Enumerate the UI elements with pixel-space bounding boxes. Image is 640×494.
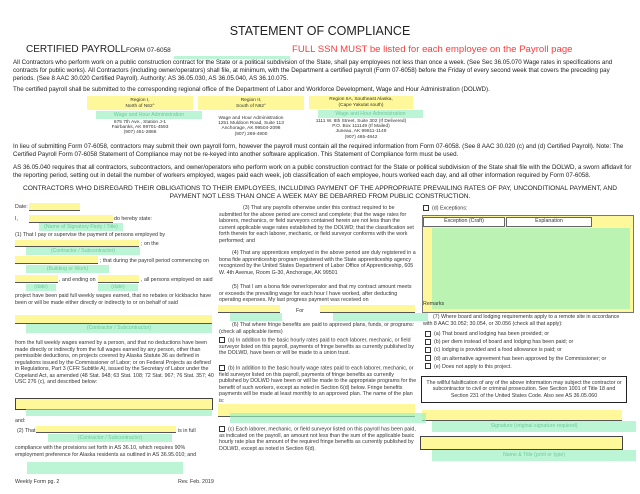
project-text: project have been paid full weekly wages earned, that no rebates or kickbacks have been or will be made either directly or indirectly to or on behalf of said bbox=[15, 293, 212, 306]
region-1-header bbox=[87, 96, 193, 110]
name-title-field[interactable] bbox=[420, 436, 623, 450]
remarks-label: Remarks bbox=[423, 301, 445, 307]
lieu-note: In lieu of submitting Form 07-6058, contractors may submit their own payroll form, however the payroll must contain all the required information from Form 07-6058. (See 8 AAC 30.020 (c) and (d) Certified Payroll). Note: The Certified Payroll Form 07-6058 Statement of Compliance may not be re-keyed into another software application. This Statement of Compliance form must be used. bbox=[13, 143, 624, 159]
compliance-text: compliance with the provisions set forth in AS 36.10, which requires 90% employment preference for Alaska residents as outlined in AS 36.95.010; and bbox=[15, 445, 197, 458]
contractor-field[interactable] bbox=[15, 315, 212, 324]
region-name: Region I, bbox=[130, 98, 150, 103]
debar-warning: CONTRACTORS WHO DISREGARD THEIR OBLIGATIONS TO THEIR EMPLOYEES, INCLUDING PAYMENT OF THE APPROPRIATE PREVAILING RATES OF PAY, UNCONDITIONAL PAYMENT, AND PAYMENT NOT LESS THAN ONCE A WEEK MAY BE DEBARRED FROM PUBLIC CONSTRUCTION. bbox=[22, 185, 618, 201]
footer-revision: Rev. Feb. 2019 bbox=[178, 479, 214, 485]
option-6b[interactable]: (b) In addition to the basic hourly wage rates paid to each laborer, mechanic, or field surveyor listed on this payroll, payments of fringe benefits as currently published by DOLWD have been or will be made to the appropriate programs for the benefit of such workers, except as noted in Section 6(d) below. Fringe benefits payments will be made at least monthly to an approved plan. The name of the plan is: bbox=[219, 365, 417, 404]
option-6a[interactable]: (a) In addition to the basic hourly rates paid to each laborer, mechanic, or field surveyor listed on this payroll, payments of fringe benefits as currently published by the DOLWD, have been or will be made to a union trust. bbox=[219, 337, 414, 357]
overlay bbox=[27, 462, 183, 474]
overlay bbox=[26, 409, 212, 416]
option-7d[interactable]: (d) an alternative agreement has been approved by the Commissioner; or bbox=[425, 355, 625, 363]
contractor-hint: (Contractor / Subcontractor) bbox=[26, 324, 212, 333]
page-title: STATEMENT OF COMPLIANCE bbox=[229, 24, 411, 38]
option-7a[interactable]: (a) That board and lodging has been provided; or bbox=[425, 330, 625, 338]
column-header-exception: Exception (Craft) bbox=[423, 217, 505, 227]
payment-for-field[interactable] bbox=[320, 305, 415, 313]
date-field[interactable] bbox=[29, 203, 80, 211]
date-hint: (date) bbox=[98, 284, 138, 291]
statement-7-options bbox=[425, 330, 625, 371]
name-title-hint: Name & Title (print or type) bbox=[432, 450, 636, 461]
building-hint: (Building or Work) bbox=[26, 265, 109, 273]
falsification-warning: The willful falsification of any of the above information may subject the contractor or subcontractor to civil or criminal prosecution. See Section 1001 of Title 18 and Section 231 of the United States Code. Also see AS 36.05.060 bbox=[421, 376, 627, 403]
employer-field[interactable] bbox=[15, 240, 139, 247]
region-name: Region II, bbox=[240, 98, 262, 103]
region-sub: (Cape Yakutat south) bbox=[338, 102, 384, 108]
overlay bbox=[230, 313, 282, 321]
on-the-label: ; on the bbox=[141, 241, 159, 247]
deductions-text: from the full weekly wages earned by a person, and that no deductions have been made directly or indirectly from the full wages earned by any person, other than permissible deductions, on projects covered by Alaska Statute 36 as defined in regulations issued by the Commissioner of Labor; or on Federal Projects as defined in Regulations, Part 3 (CFR Subtitle A), issued by the Secretary of Labor under the Copeland Act, as amended (48 Stat. 948; 63 Stat. 108; 72 Stat. 967; 76 Stat. 357; 40 USC 276 (c), and described below: bbox=[15, 340, 214, 385]
signatory-field[interactable] bbox=[29, 215, 113, 223]
form-name: CERTIFIED PAYROLL bbox=[26, 44, 127, 55]
region-3-address: 1111 W. 8th Street, Suite 302 (If Delivered) P.O. Box 111149 (If Mailed) Juneau, AK 99811-1149 (907) 465-4842 bbox=[315, 119, 407, 140]
checkbox-6a[interactable] bbox=[219, 337, 225, 343]
statement-4: (4) That any apprentices employed in the above period are duly registered in a bona fide apprenticeship program registered with the State apprenticeship agency recognized by the United States Department of Labor Office of Apprenticeship, 605 W. 4th Avenue, Room G-30, Anchorage, AK 99501 bbox=[219, 250, 416, 276]
exceptions-rows-overlay[interactable] bbox=[432, 228, 630, 309]
region-office: Wage and Hour Administration bbox=[96, 111, 202, 119]
checkbox-6b[interactable] bbox=[219, 365, 225, 371]
statement-1: (1) That I pay or supervise the payment of persons employed by bbox=[15, 232, 166, 238]
form-number: FORM 07-6058 bbox=[126, 47, 171, 54]
region-name: Region IIA, Southeast Alaska, bbox=[329, 97, 393, 102]
date-label: Date: bbox=[15, 204, 28, 210]
as-note: AS 36.05.040 requires that all contractors, subcontractors, and owner/operators who perform work on a public construction contract for the State or political subdivision of the State shall file with the DOLWD, a sworn affidavit for the reporting period, setting out in detail the number of workers employed, wages paid each week, job classification of each employee, hours worked each day, and all other information required by Form 07-6058. bbox=[13, 164, 632, 180]
in-full-label: is in full bbox=[178, 428, 196, 434]
checkbox-exceptions[interactable] bbox=[423, 205, 429, 211]
and-ending-label: , and ending on bbox=[59, 277, 96, 283]
region-2-address: Wage and Hour Administration 1251 Muldoon Road, Suite 113 Anchorage, AK 99504-2098 (907) 269-4900 bbox=[218, 116, 284, 137]
contractor-hint: (Contractor / Subcontractor) bbox=[26, 247, 140, 255]
region-2-header bbox=[198, 96, 304, 110]
building-field[interactable] bbox=[15, 256, 98, 264]
contractor-hint: (Contractor / Subcontractor) bbox=[48, 434, 172, 442]
checkbox-6c[interactable] bbox=[219, 426, 225, 432]
intro-text: All Contractors who perform work on a public construction contract for the State or a political subdivision of the State, shall pay employees not less than once a week. (See Sec 36.05.070 Wage rates in specifications and contracts for public works). All Contractors (including owner/operators) shall file, at minimum, with the Department a certified payroll (Form 07-6058) before the Friday of every second week that covers the preceding pay periods. (See 8 AAC 30.020 Certified Payroll). Authority: AS 36.05.030, AS 36.05.040, AS 36.10.075. bbox=[13, 59, 613, 83]
region-office: Wage and Hour Administration bbox=[318, 110, 423, 118]
payment-date-field[interactable] bbox=[218, 305, 280, 313]
for-label: For bbox=[296, 308, 304, 314]
statement-3: (3) That any payrolls otherwise under this contract required to be submitted for the above period are correct and complete; that the wage rates for laborers, mechanics, or field surveyors contained herein are not less than the current applicable wage rates established by the DOLWD; that the classification set forth therein for each laborer, mechanic, or field surveyor conforms with the work performed; and bbox=[219, 205, 414, 244]
footer-page-label: Weekly Form pg. 2 bbox=[15, 479, 60, 485]
region-sub: North of N62° bbox=[125, 103, 155, 109]
submit-note: The certified payroll shall be submitted to the corresponding regional office of the Department of Labor and Workforce Development, Wage and Hour Administration (DOLWD). bbox=[13, 86, 490, 93]
region-3-header bbox=[309, 96, 413, 109]
statement-2: (2) That bbox=[17, 428, 36, 434]
all-persons-label: , all persons employed on said bbox=[141, 277, 213, 283]
date-hint: (date) bbox=[26, 284, 56, 291]
start-date-field[interactable] bbox=[15, 275, 58, 283]
option-6c[interactable]: (c) Each laborer, mechanic, or field surveyor listed on this payroll has been paid, as indicated on the payroll, an amount not less than the sum of the applicable basic hourly rate plus the amount of the required fringe benefits as currently published by DOLWD, except as noted in Section 6(d). bbox=[219, 426, 416, 452]
option-7b[interactable]: (b) per diem instead of board and lodging has been paid; or bbox=[425, 338, 625, 346]
overlay bbox=[333, 313, 428, 321]
i-label: I, bbox=[15, 216, 18, 222]
statement-5: (5) That I am a bona fide owner/operator and that my contract amount meets or exceeds the prevailing wage for each hour I have worked, after deducting operating expenses. My last progress payment was received on bbox=[219, 284, 412, 303]
exceptions-option[interactable]: (d) Exceptions: bbox=[423, 205, 467, 212]
and-label: and: bbox=[15, 418, 26, 424]
contractor-2-field[interactable] bbox=[36, 426, 176, 433]
end-date-field[interactable] bbox=[98, 275, 139, 283]
signature-field[interactable] bbox=[422, 410, 622, 421]
signature-hint: Signature (original signature required) bbox=[432, 421, 636, 432]
statement-7: (7) Where board and lodging requirements apply to a remote site in accordance with 8 AAC 30.052; 30.054, or 30.056 (check all that apply): bbox=[423, 314, 620, 327]
during-label: ; that during the payroll period commencing on bbox=[100, 258, 209, 264]
overlay bbox=[230, 413, 426, 423]
region-sub: South of N62° bbox=[236, 103, 266, 109]
region-1-address: 675 7th Ave., Station J-1 Fairbanks, AK 99701-4593 (907) 451-2886 bbox=[111, 120, 169, 136]
option-7e[interactable]: (e) Does not apply to this project. bbox=[425, 363, 625, 371]
column-header-explanation: Explanation bbox=[506, 217, 592, 227]
statement-6: (6) That where fringe benefits are paid to approved plans, funds, or programs: (check all applicable items) bbox=[219, 322, 415, 335]
ssn-warning: FULL SSN MUST be listed for each employee on the Payroll page bbox=[292, 44, 573, 55]
signatory-hint: (Name of Signatory Party / Title) bbox=[39, 223, 123, 231]
do-hereby-label: do hereby state: bbox=[114, 216, 152, 222]
option-7c[interactable]: (c) lodging is provided and a food allowance is paid; or bbox=[425, 346, 625, 354]
